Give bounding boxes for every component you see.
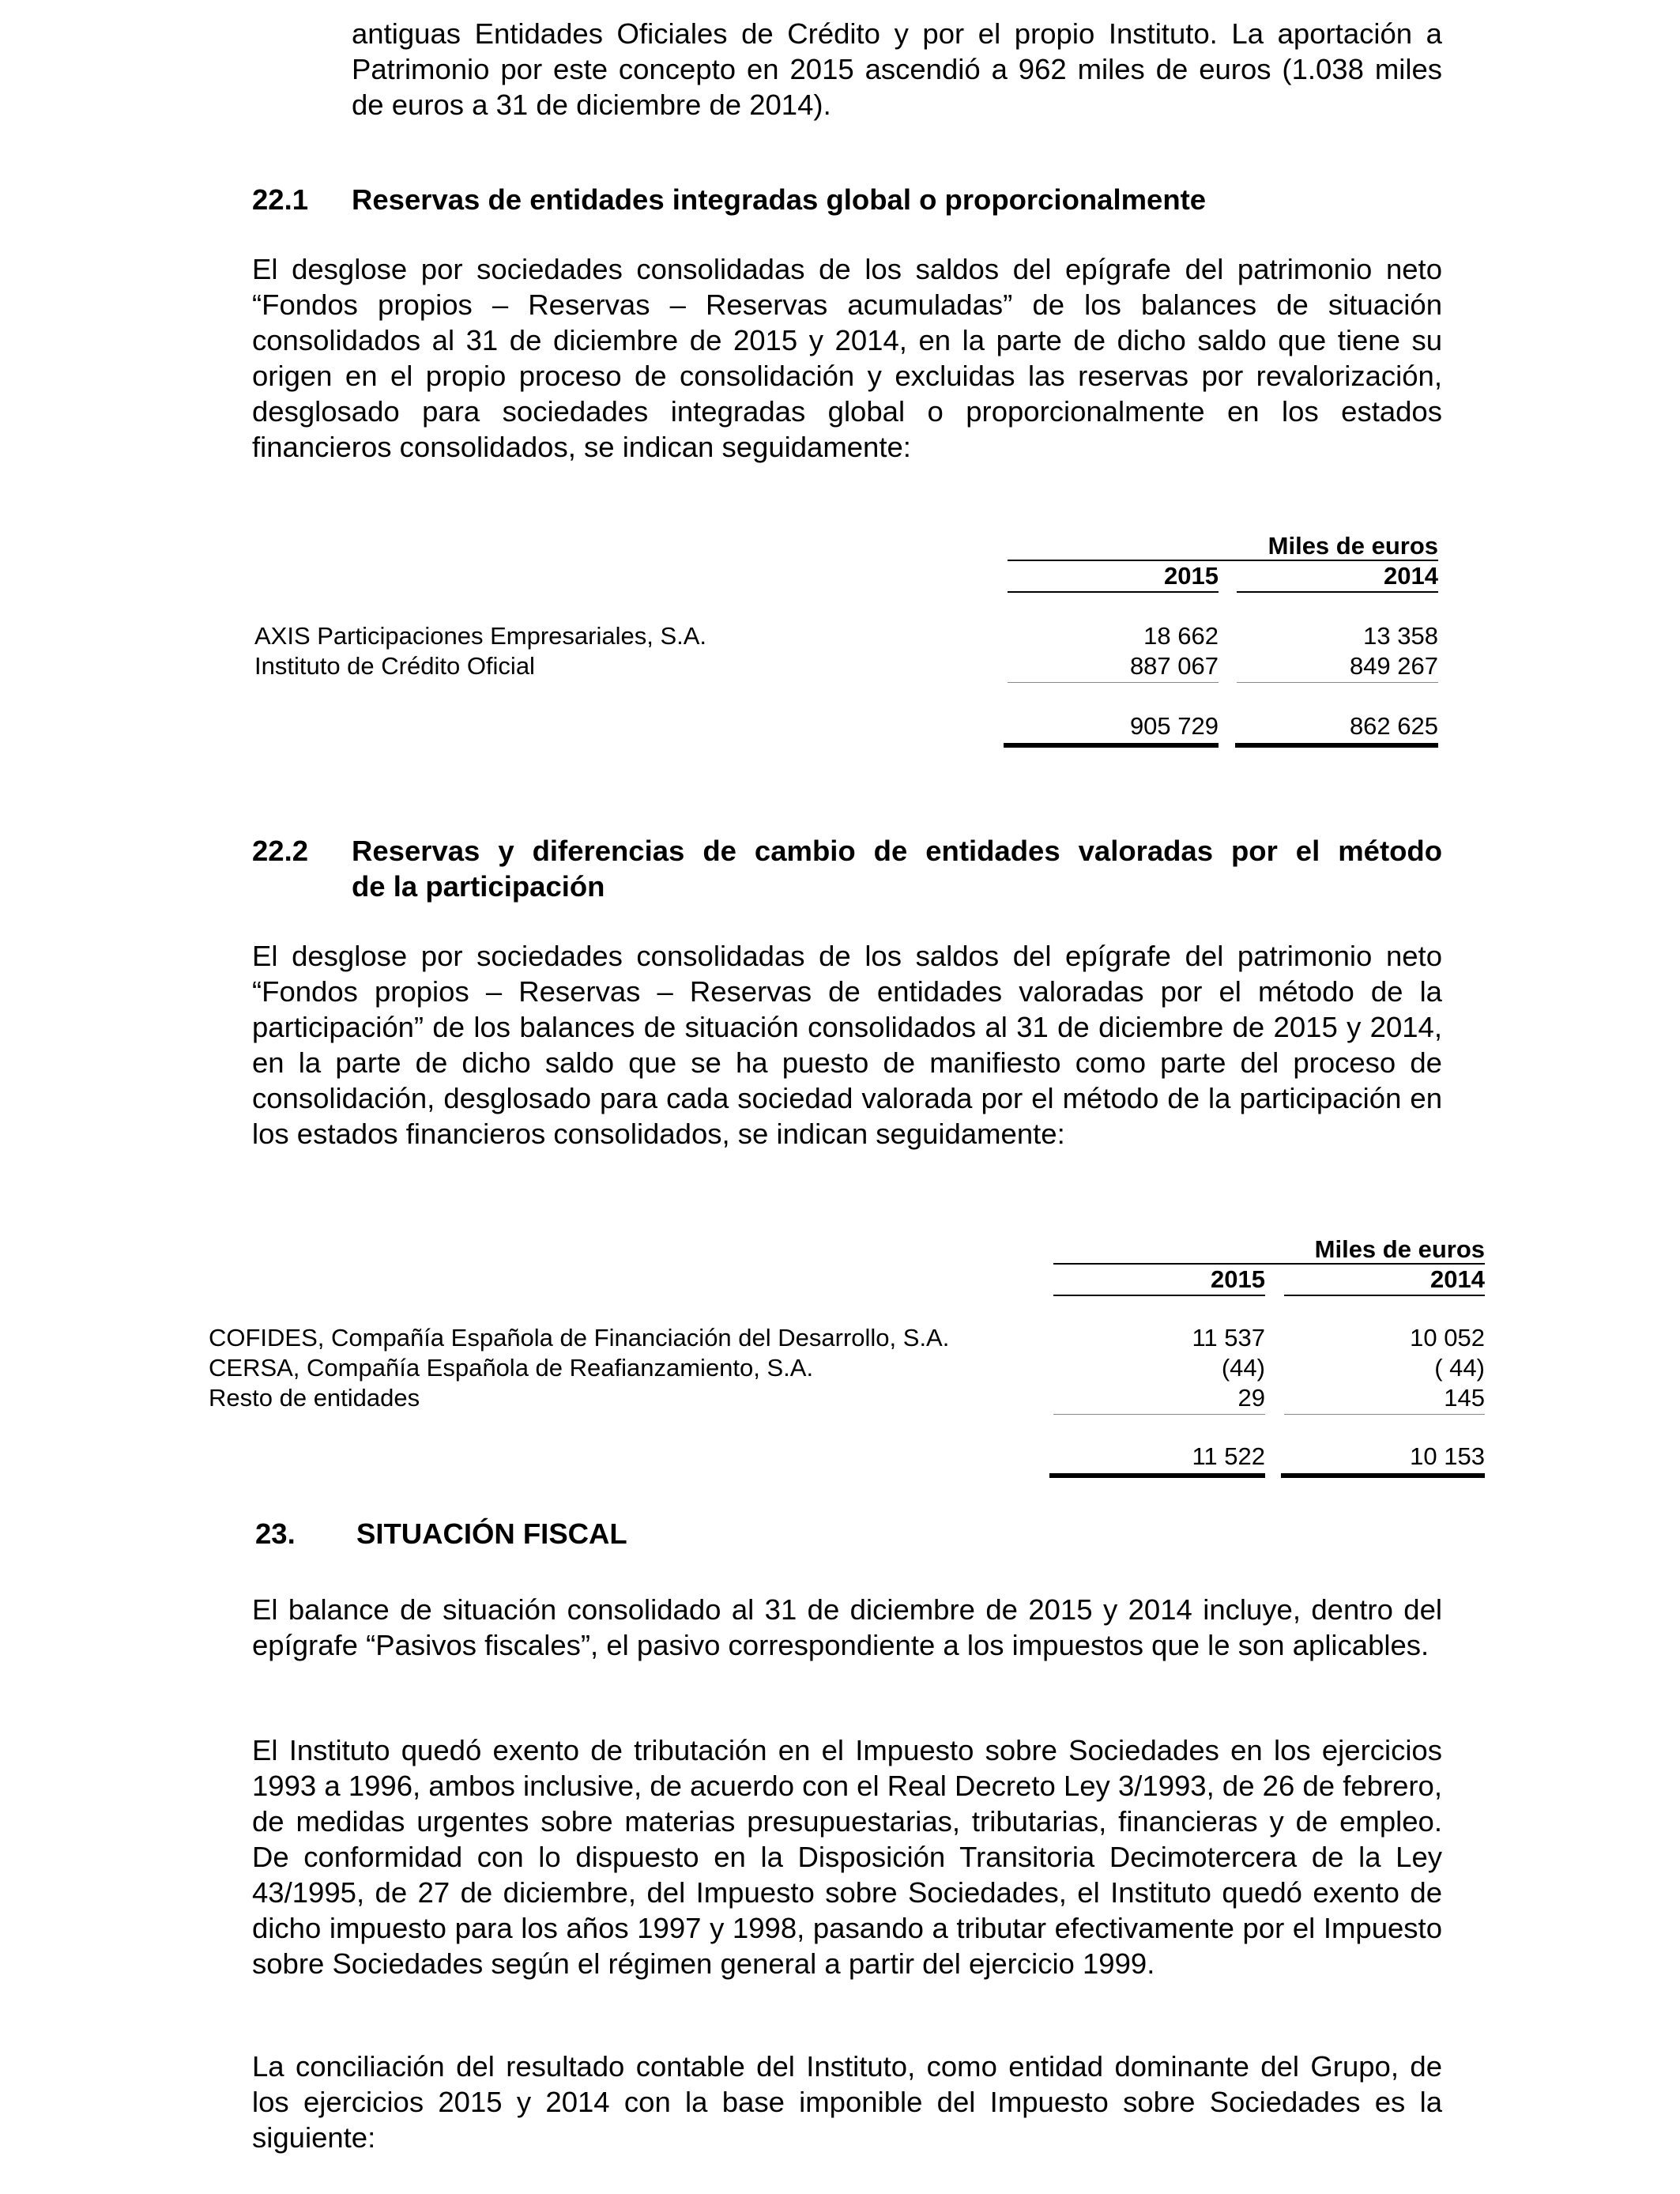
table-22-1-total-rule-2014	[1235, 743, 1438, 748]
table-row	[0, 651, 1680, 681]
table-22-2-col-rule-2015	[1053, 1295, 1265, 1296]
table-22-2-row-1-2014: ( 44)	[1434, 1354, 1485, 1382]
table-22-2-total-row	[0, 1442, 1680, 1472]
table-22-2-col-2014: 2014	[1430, 1265, 1485, 1293]
section-22-1-paragraph: El desglose por sociedades consolidadas de los saldos del epígrafe del patrimonio neto “Fondos propios – Reservas – Reservas acumuladas” de los balances de situación consolidados al 31 de diciembre de 2015 y 2014, en la parte de dicho saldo que tiene su origen en el propio proceso de consolidación y excluidas las reservas por revalorización, desglosado para sociedades integradas global o proporcionalmente en los estados financieros consolidados, se indican seguidamente:	[252, 253, 1442, 463]
table-22-2-col-2015: 2015	[1211, 1265, 1265, 1293]
table-22-2-total-2014: 10 153	[1410, 1442, 1485, 1470]
table-row	[0, 1383, 1680, 1413]
section-22-2-title-line2: de la participación	[352, 870, 605, 903]
intro-paragraph: antiguas Entidades Oficiales de Crédito y por el propio Instituto. La aportación a Patrimonio por este concepto en 2015 ascendió a 962 miles de euros (1.038 miles de euros a 31 de diciembre de 2014).	[352, 17, 1442, 121]
table-22-2-row-0-2014: 10 052	[1410, 1324, 1485, 1351]
table-22-2-col-headers	[0, 1265, 1680, 1295]
table-22-2-total-rule-2014	[1281, 1473, 1485, 1478]
table-22-1-row-0-2014: 13 358	[1363, 622, 1438, 650]
section-22-1-number: 22.1	[252, 183, 309, 216]
table-22-2-total-2015: 11 522	[1192, 1442, 1265, 1470]
table-22-1-total-2014: 862 625	[1349, 712, 1438, 740]
table-22-1-row-1-label: Instituto de Crédito Oficial	[254, 652, 535, 680]
table-22-1-subtotal-rule-2014	[1237, 682, 1438, 683]
section-22-2-heading	[252, 833, 1442, 904]
section-23-title: SITUACIÓN FISCAL	[356, 1517, 627, 1550]
table-22-1-total-2015: 905 729	[1129, 712, 1219, 740]
table-22-1-col-headers	[0, 561, 1680, 591]
table-22-2-row-0-2015: 11 537	[1192, 1324, 1265, 1351]
table-22-1-row-1-2014: 849 267	[1349, 652, 1438, 680]
table-22-2-row-2-2015: 29	[1237, 1384, 1265, 1412]
section-22-2-title-line1: Reservas y diferencias de cambio de entidades valoradas por el método	[352, 835, 1442, 867]
table-22-1-col-2014: 2014	[1384, 562, 1438, 590]
table-22-2-subtotal-rule-2014	[1284, 1414, 1485, 1415]
table-22-2-row-0-label: COFIDES, Compañía Española de Financiación del Desarrollo, S.A.	[209, 1324, 950, 1351]
table-22-2-unit-header: Miles de euros	[1314, 1235, 1485, 1263]
table-22-2-row-2-label: Resto de entidades	[209, 1384, 420, 1412]
section-23-heading	[255, 1516, 1441, 1551]
section-22-2-number: 22.2	[252, 835, 309, 867]
table-22-2-row-1-2015: (44)	[1221, 1354, 1265, 1382]
section-23-number: 23.	[255, 1517, 296, 1550]
table-22-1-unit-header: Miles de euros	[1268, 532, 1438, 560]
table-22-2-total-rule-2015	[1049, 1473, 1265, 1478]
table-22-1-total-row	[0, 711, 1680, 741]
section-22-1-heading	[252, 182, 1442, 217]
table-row	[0, 1353, 1680, 1383]
section-22-2-paragraph: El desglose por sociedades consolidadas de los saldos del epígrafe del patrimonio neto “Fondos propios – Reservas – Reservas de entidades valoradas por el método de la participación” de los balances de situación consolidados al 31 de diciembre de 2015 y 2014, en la parte de dicho saldo que se ha puesto de manifiesto como parte del proceso de consolidación, desglosado para cada sociedad valorada por el método de la participación en los estados financieros consolidados, se indican seguidamente:	[252, 940, 1442, 1150]
section-23-paragraph-1: El balance de situación consolidado al 31 de diciembre de 2015 y 2014 incluye, dentro del epígrafe “Pasivos fiscales”, el pasivo correspondiente a los impuestos que le son aplicables.	[252, 1593, 1442, 1661]
section-22-1-title: Reservas de entidades integradas global o proporcionalmente	[352, 183, 1207, 216]
section-23-paragraph-2: El Instituto quedó exento de tributación en el Impuesto sobre Sociedades en los ejercicios 1993 a 1996, ambos inclusive, de acuerdo con el Real Decreto Ley 3/1993, de 26 de febrero, de medidas urgentes sobre materias presupuestarias, tributarias, financieras y de empleo. De conformidad con lo dispuesto en la Disposición Transitoria Decimotercera de la Ley 43/1995, de 27 de diciembre, del Impuesto sobre Sociedades, el Instituto quedó exento de dicho impuesto para los años 1997 y 1998, pasando a tributar efectivamente por el Impuesto sobre Sociedades según el régimen general a partir del ejercicio 1999.	[252, 1734, 1442, 1980]
table-22-2-col-rule-2014	[1284, 1295, 1485, 1296]
table-row	[0, 621, 1680, 651]
table-22-1-row-1-2015: 887 067	[1129, 652, 1219, 680]
table-22-1-row-0-label: AXIS Participaciones Empresariales, S.A.	[254, 622, 707, 650]
table-22-1-row-0-2015: 18 662	[1143, 622, 1219, 650]
table-22-1-subtotal-rule-2015	[1008, 682, 1219, 683]
table-22-1-total-rule-2015	[1004, 743, 1219, 748]
table-22-2-row-1-label: CERSA, Compañía Española de Reafianzamiento, S.A.	[209, 1354, 814, 1382]
table-22-2-row-2-2014: 145	[1444, 1384, 1485, 1412]
section-23-paragraph-3: La conciliación del resultado contable del Instituto, como entidad dominante del Grupo, de los ejercicios 2015 y 2014 con la base imponible del Impuesto sobre Sociedades es la siguiente:	[252, 2050, 1442, 2154]
table-row	[0, 1323, 1680, 1353]
table-22-1-col-2015: 2015	[1164, 562, 1219, 590]
table-22-1-col-rule-2014	[1237, 591, 1438, 593]
table-22-1-col-rule-2015	[1008, 591, 1219, 593]
table-22-2-subtotal-rule-2015	[1053, 1414, 1265, 1415]
